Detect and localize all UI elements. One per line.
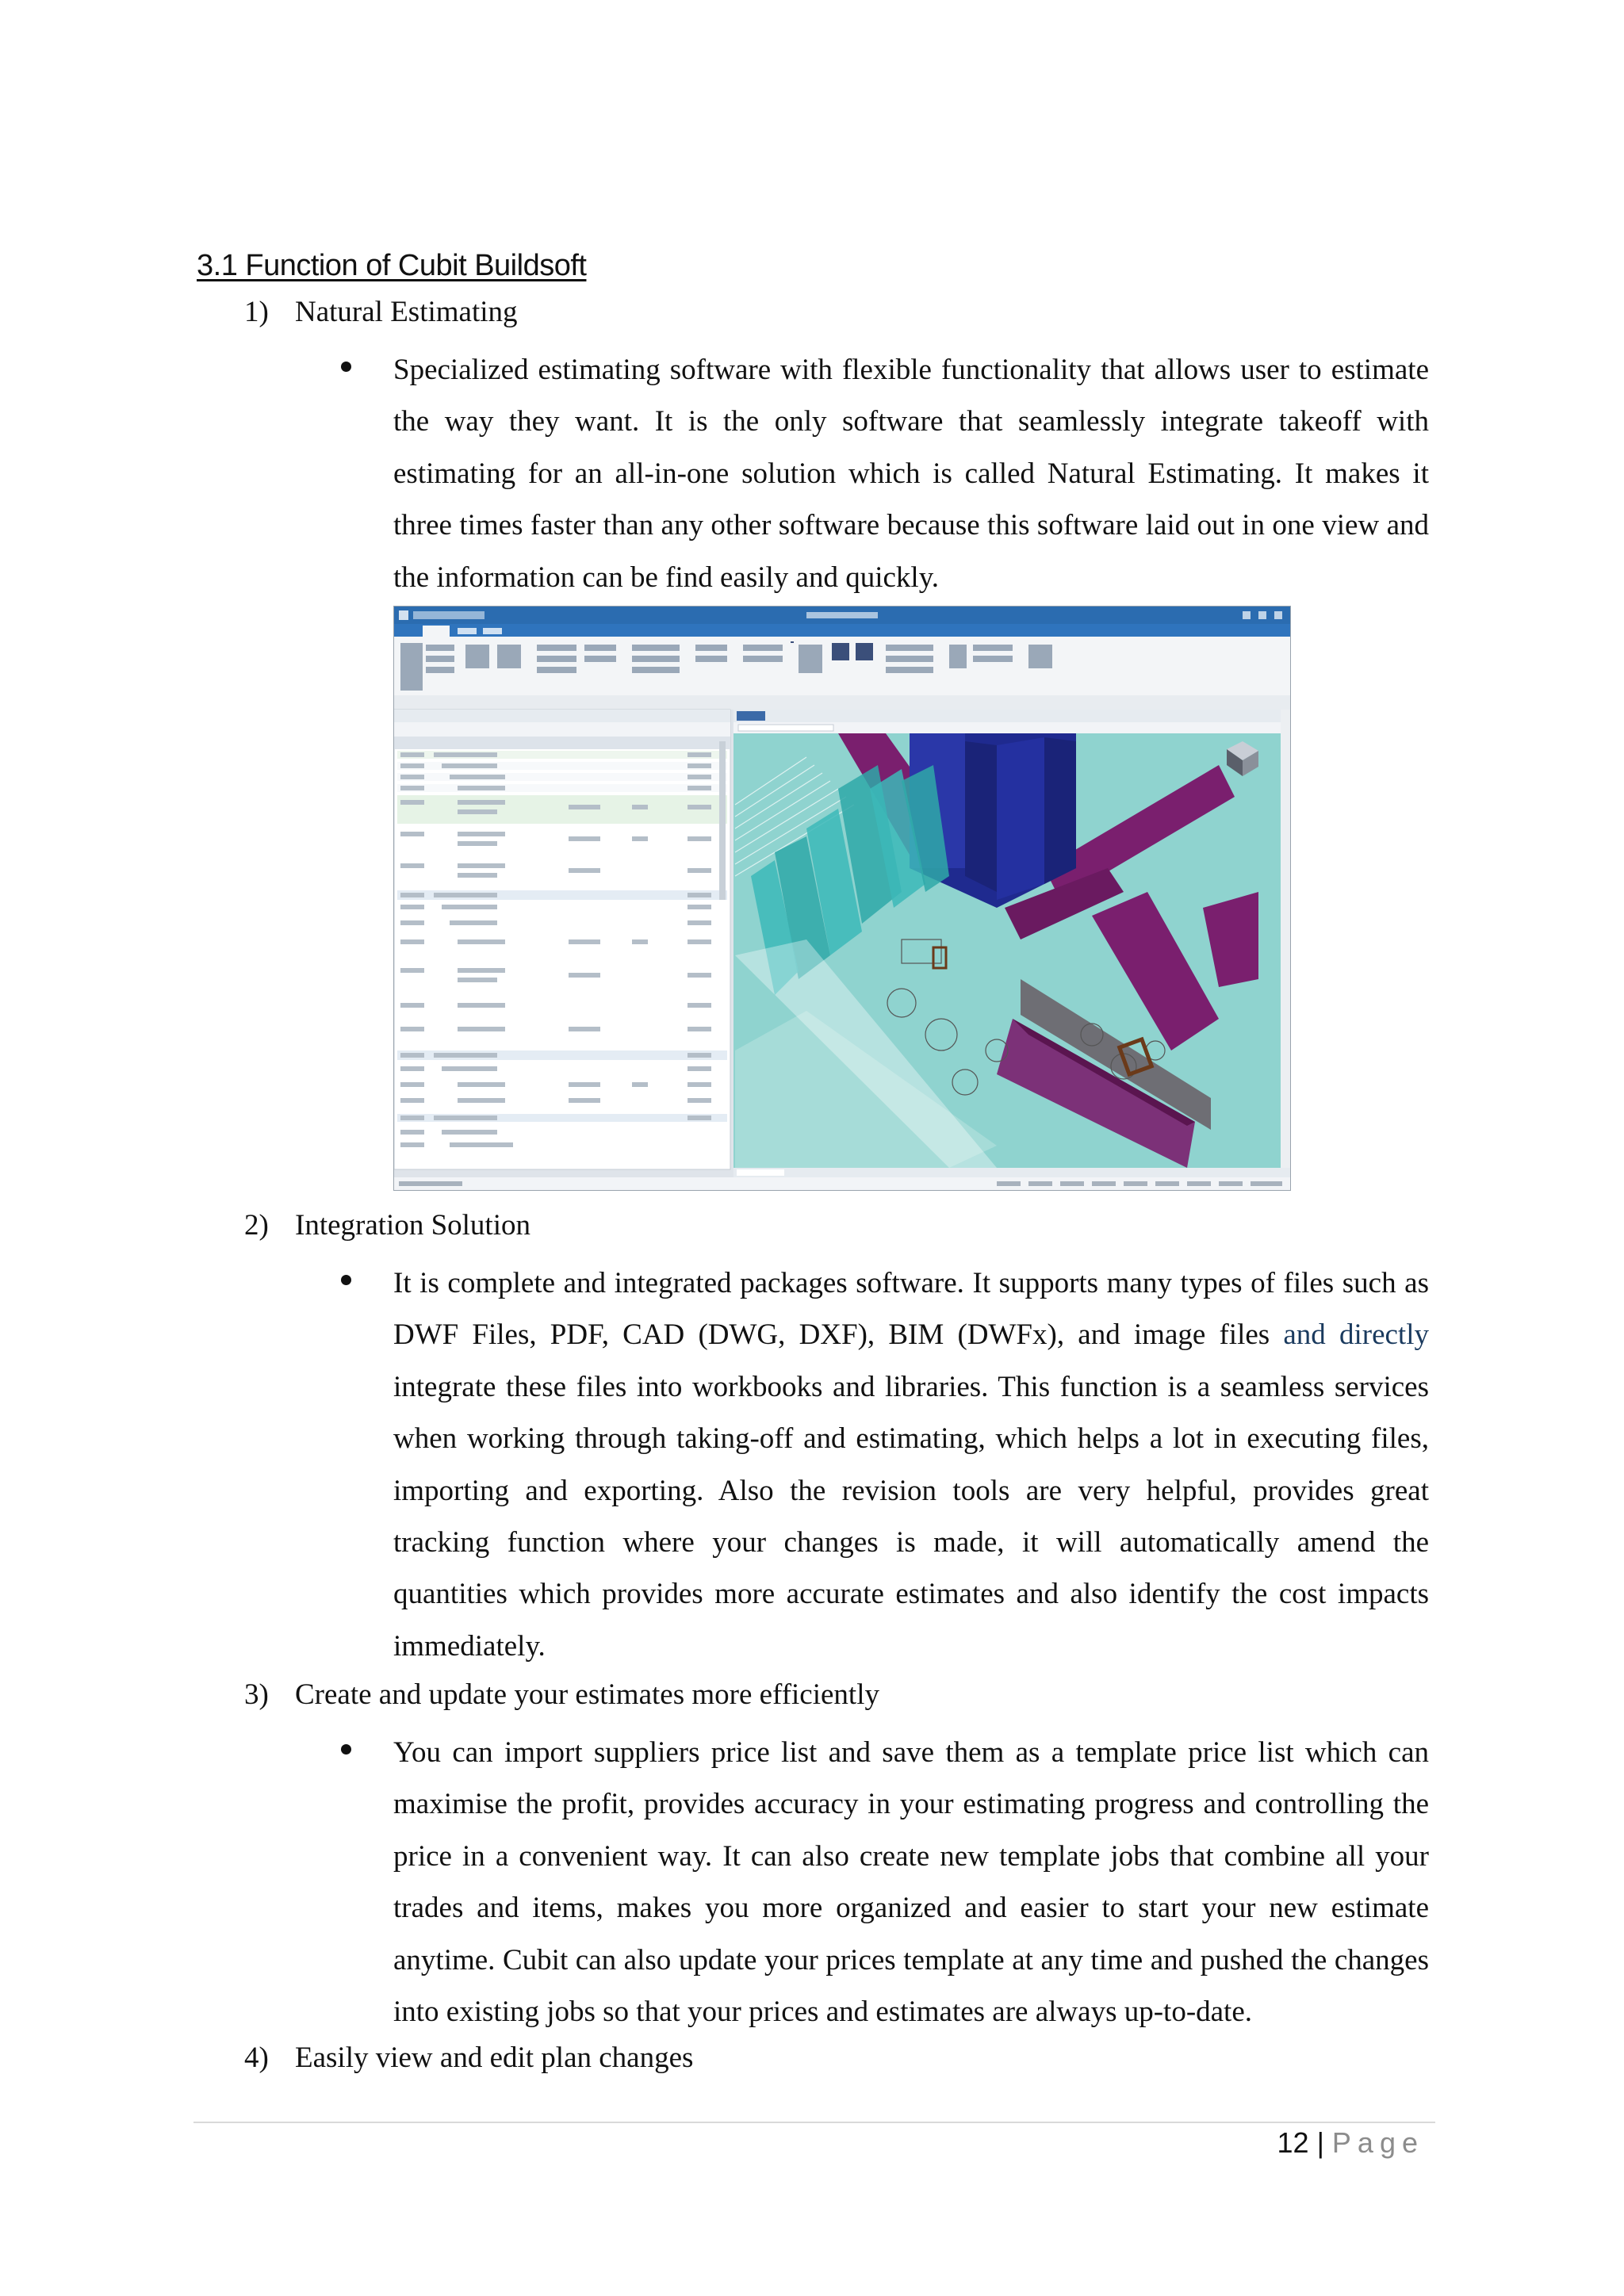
- section-2-number: 2): [244, 1209, 269, 1242]
- page-footer: [1277, 2126, 1424, 2160]
- section-3-paragraph: You can import suppliers price list and save them as a template price list which can maximise the profit, provides accuracy in your estimating progress and controlling the price in a convenient way. It can also create new template jobs that combine all your trades and items, makes you more organized and easier to start your new estimate anytime. Cubit can also update your prices template at any time and pushed the changes into existing jobs so that your prices and estimates are always up-to-date.: [393, 1736, 1429, 2029]
- section-3-number: 3): [244, 1678, 269, 1711]
- bullet-icon: [341, 1275, 351, 1285]
- section-2-title: [244, 1205, 530, 1246]
- section-4-label: Easily view and edit plan changes: [295, 2042, 694, 2074]
- section-2-text-highlight: and directly: [1283, 1318, 1429, 1352]
- section-4-number: 4): [244, 2042, 269, 2074]
- bullet-icon: [341, 362, 351, 372]
- section-1-title: [244, 292, 518, 333]
- section-1-number: 1): [244, 296, 269, 328]
- screenshot-illustration: [394, 607, 1290, 1190]
- bullet-icon: [341, 1744, 351, 1755]
- section-1-label: Natural Estimating: [295, 296, 518, 328]
- section-1-paragraph: Specialized estimating software with flexible functionality that allows user to estimate the way they want. It is the only software that seamlessly integrate takeoff with estimating for an all-in-one solution which is called Natural Estimating. It makes it three times faster than any other software because this software laid out in one view and the information can be find easily and quickly.: [393, 354, 1429, 594]
- section-heading: 3.1 Function of Cubit Buildsoft: [197, 249, 587, 282]
- section-2-label: Integration Solution: [295, 1209, 530, 1242]
- page-label: Page: [1331, 2126, 1424, 2159]
- section-2-text-end: integrate these files into workbooks and libraries. This function is a seamless services when working through taking-off and estimating, which helps a lot in executing files, importing and exporting. Also the revision tools are very helpful, provides great tracking function where your changes is made, it will automatically amend the quantities which provides more accurate estimates and also identify the cost impacts immediately.: [393, 1370, 1429, 1663]
- section-3-label: Create and update your estimates more efficiently: [295, 1678, 879, 1711]
- section-2-text-start: It is complete and integrated packages software. It supports many types of files such as DWF Files, PDF, CAD (DWG, DXF), BIM (DWFx), and image files: [393, 1267, 1429, 1352]
- section-2-paragraph: [393, 1257, 1429, 1672]
- section-4-title: [244, 2038, 693, 2079]
- software-screenshot: [393, 606, 1291, 1191]
- section-3-title: [244, 1674, 879, 1716]
- footer-divider: [193, 2122, 1435, 2123]
- footer-separator: |: [1316, 2126, 1324, 2159]
- page-number: 12: [1277, 2126, 1309, 2159]
